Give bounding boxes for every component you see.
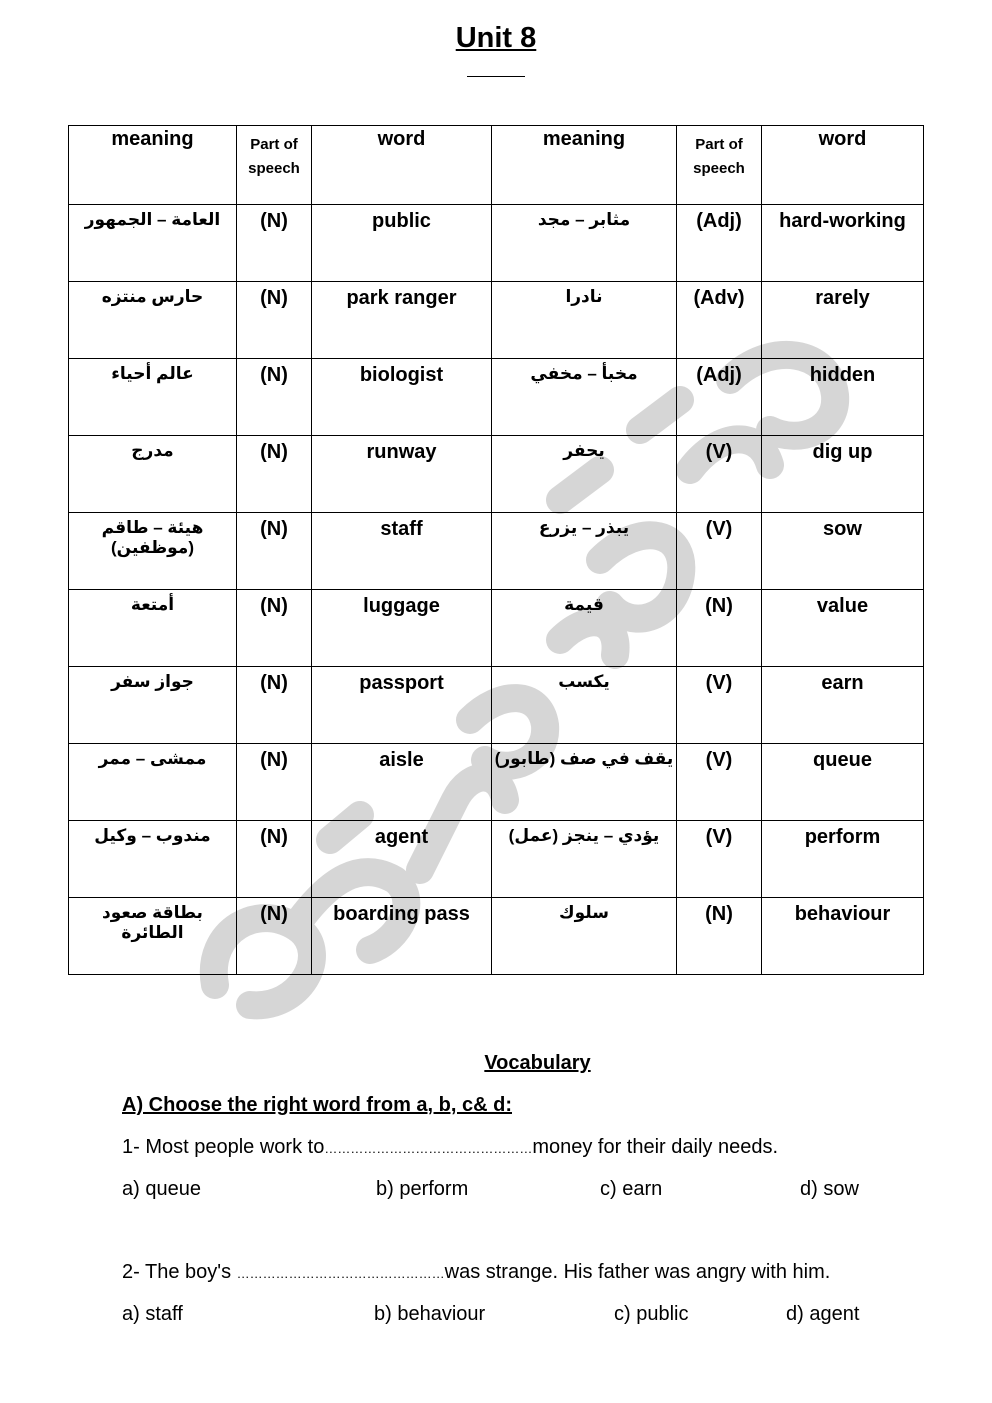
part-of-speech-cell: [677, 205, 762, 282]
part-of-speech-cell-text: (V): [705, 518, 733, 540]
word-cell: [312, 513, 492, 590]
part-of-speech-cell-text: (N): [260, 826, 288, 848]
word-cell: [312, 590, 492, 667]
word-cell: [312, 205, 492, 282]
header-word: word: [762, 126, 924, 205]
word-cell-text: public: [372, 210, 431, 232]
header-part-of-speech: Part of speech: [237, 126, 312, 205]
table-row: [69, 436, 924, 513]
meaning-cell: [69, 667, 237, 744]
meaning-cell-text: يحفر: [563, 441, 605, 460]
part-of-speech-cell: [677, 590, 762, 667]
header-meaning: meaning: [492, 126, 677, 205]
meaning-cell-text: قيمة: [564, 595, 604, 614]
meaning-cell-text: مدرج: [131, 441, 174, 460]
part-of-speech-cell-text: (N): [705, 595, 733, 617]
part-of-speech-cell-text: (Adj): [696, 364, 742, 386]
option-c[interactable]: c) public: [614, 1303, 689, 1325]
question-2: [122, 1261, 830, 1284]
part-of-speech-cell-text: (N): [260, 595, 288, 617]
meaning-cell: [69, 744, 237, 821]
part-of-speech-cell-text: (N): [260, 672, 288, 694]
meaning-cell: [492, 513, 677, 590]
word-cell: [762, 282, 924, 359]
option-d[interactable]: d) agent: [786, 1303, 860, 1325]
meaning-cell-text: حارس منتزه: [101, 287, 204, 306]
meaning-cell: [492, 436, 677, 513]
part-of-speech-cell: [237, 744, 312, 821]
table-row: [69, 821, 924, 898]
question-1: [122, 1136, 778, 1159]
meaning-cell: [69, 359, 237, 436]
part-of-speech-cell-text: (N): [260, 364, 288, 386]
word-cell-text: value: [816, 595, 869, 617]
meaning-cell-text: يبذر – يزرع: [538, 518, 630, 537]
meaning-cell-text: العامة – الجمهور: [84, 210, 221, 229]
table-row: [69, 590, 924, 667]
part-of-speech-cell: [677, 898, 762, 975]
meaning-cell-text: جواز سفر: [111, 672, 194, 691]
meaning-cell-text: سلوك: [559, 903, 609, 922]
part-of-speech-cell: [677, 436, 762, 513]
part-of-speech-cell: [677, 821, 762, 898]
option-d[interactable]: d) sow: [800, 1178, 859, 1200]
meaning-cell-text: بطاقة صعود الطائرة: [102, 903, 203, 942]
word-cell-text: hidden: [809, 364, 876, 386]
meaning-cell: [69, 821, 237, 898]
option-b[interactable]: b) perform: [376, 1178, 469, 1200]
meaning-cell-text: يقف في صف (طابور): [494, 749, 674, 768]
title-divider: [467, 76, 525, 77]
word-cell-text: aisle: [379, 749, 424, 771]
part-of-speech-cell: [237, 667, 312, 744]
part-of-speech-cell-text: (N): [260, 210, 288, 232]
meaning-cell: [69, 436, 237, 513]
meaning-cell: [69, 590, 237, 667]
word-cell: [762, 436, 924, 513]
part-of-speech-cell: [237, 590, 312, 667]
meaning-cell-text: مخبأ – مخفي: [530, 364, 638, 383]
meaning-cell: [492, 667, 677, 744]
option-a[interactable]: a) staff: [122, 1303, 183, 1325]
word-cell: [762, 590, 924, 667]
word-cell-text: passport: [359, 672, 444, 694]
part-of-speech-cell-text: (N): [260, 287, 288, 309]
part-of-speech-cell: [237, 821, 312, 898]
word-cell-text: dig up: [812, 441, 873, 463]
word-cell-text: hard-working: [779, 210, 906, 232]
word-cell: [762, 898, 924, 975]
meaning-cell: [69, 205, 237, 282]
vocabulary-heading: Vocabulary: [484, 1052, 591, 1074]
meaning-cell: [69, 282, 237, 359]
part-of-speech-cell-text: (N): [260, 903, 288, 925]
word-cell-text: behaviour: [794, 903, 891, 925]
header-part-of-speech: Part of speech: [677, 126, 762, 205]
word-cell-text: queue: [813, 749, 872, 771]
table-row: [69, 667, 924, 744]
meaning-cell-text: هيئة – طاقم (موظفين): [101, 518, 204, 557]
part-of-speech-cell: [677, 667, 762, 744]
word-cell-text: boarding pass: [333, 903, 470, 925]
meaning-cell: [69, 898, 237, 975]
part-of-speech-cell-text: (N): [705, 903, 733, 925]
part-of-speech-cell-text: (V): [705, 826, 733, 848]
meaning-cell-text: يكسب: [558, 672, 610, 691]
table-row: [69, 898, 924, 975]
question-text: was strange. His father was angry with him.: [444, 1261, 831, 1283]
exercise-instruction: A) Choose the right word from a, b, c& d:: [122, 1094, 512, 1116]
part-of-speech-cell-text: (N): [260, 441, 288, 463]
part-of-speech-cell-text: (Adj): [696, 210, 742, 232]
meaning-cell: [492, 590, 677, 667]
meaning-cell: [69, 513, 237, 590]
table-row: [69, 205, 924, 282]
header-word: word: [312, 126, 492, 205]
word-cell-text: sow: [823, 518, 862, 540]
word-cell: [762, 513, 924, 590]
vocabulary-table: [68, 125, 924, 975]
table-row: [69, 282, 924, 359]
word-cell: [312, 436, 492, 513]
meaning-cell: [492, 821, 677, 898]
part-of-speech-cell: [677, 282, 762, 359]
word-cell-text: rarely: [815, 287, 870, 309]
meaning-cell: [492, 205, 677, 282]
question-text: money for their daily needs.: [532, 1136, 779, 1158]
answer-blank[interactable]: …………………………………………: [236, 1266, 445, 1281]
meaning-cell-text: يؤدي – ينجز (عمل): [508, 826, 660, 845]
meaning-cell-text: مندوب – وكيل: [94, 826, 211, 845]
word-cell-text: agent: [374, 826, 429, 848]
word-cell: [312, 898, 492, 975]
word-cell: [312, 359, 492, 436]
part-of-speech-cell-text: (N): [260, 518, 288, 540]
part-of-speech-cell-text: (V): [705, 672, 733, 694]
word-cell-text: staff: [380, 518, 423, 540]
part-of-speech-cell: [677, 744, 762, 821]
meaning-cell-text: عالم أحياء: [111, 364, 194, 383]
word-cell: [762, 205, 924, 282]
table-row: [69, 744, 924, 821]
word-cell: [762, 744, 924, 821]
part-of-speech-cell-text: (V): [705, 749, 733, 771]
part-of-speech-cell: [237, 359, 312, 436]
word-cell-text: luggage: [363, 595, 440, 617]
part-of-speech-cell: [237, 282, 312, 359]
word-cell: [762, 667, 924, 744]
word-cell: [312, 667, 492, 744]
part-of-speech-cell: [237, 898, 312, 975]
table-row: [69, 359, 924, 436]
header-meaning: meaning: [69, 126, 237, 205]
part-of-speech-cell: [677, 359, 762, 436]
option-b[interactable]: b) behaviour: [374, 1303, 486, 1325]
option-a[interactable]: a) queue: [122, 1178, 201, 1200]
word-cell-text: biologist: [359, 364, 444, 386]
word-cell: [312, 744, 492, 821]
meaning-cell-text: ممشى – ممر: [98, 749, 207, 768]
meaning-cell-text: أمتعة: [130, 595, 175, 614]
meaning-cell-text: نادرا: [565, 287, 603, 306]
word-cell: [312, 821, 492, 898]
meaning-cell: [492, 744, 677, 821]
option-c[interactable]: c) earn: [600, 1178, 663, 1200]
word-cell-text: earn: [821, 672, 864, 694]
part-of-speech-cell: [237, 513, 312, 590]
meaning-cell-text: مثابر – مجد: [537, 210, 631, 229]
word-cell-text: runway: [366, 441, 437, 463]
part-of-speech-cell-text: (Adv): [693, 287, 745, 309]
part-of-speech-cell: [237, 436, 312, 513]
table-header-row: [69, 126, 924, 205]
meaning-cell: [492, 359, 677, 436]
question-text: 1- Most people work to: [122, 1136, 325, 1158]
word-cell-text: park ranger: [346, 287, 457, 309]
answer-blank[interactable]: …………………………………………: [324, 1141, 533, 1156]
meaning-cell: [492, 282, 677, 359]
question-text: 2- The boy's: [122, 1261, 237, 1283]
word-cell: [762, 359, 924, 436]
word-cell: [762, 821, 924, 898]
part-of-speech-cell: [677, 513, 762, 590]
page-title: Unit 8: [455, 22, 537, 54]
word-cell-text: perform: [804, 826, 881, 848]
meaning-cell: [492, 898, 677, 975]
part-of-speech-cell-text: (V): [705, 441, 733, 463]
word-cell: [312, 282, 492, 359]
part-of-speech-cell-text: (N): [260, 749, 288, 771]
table-row: [69, 513, 924, 590]
part-of-speech-cell: [237, 205, 312, 282]
